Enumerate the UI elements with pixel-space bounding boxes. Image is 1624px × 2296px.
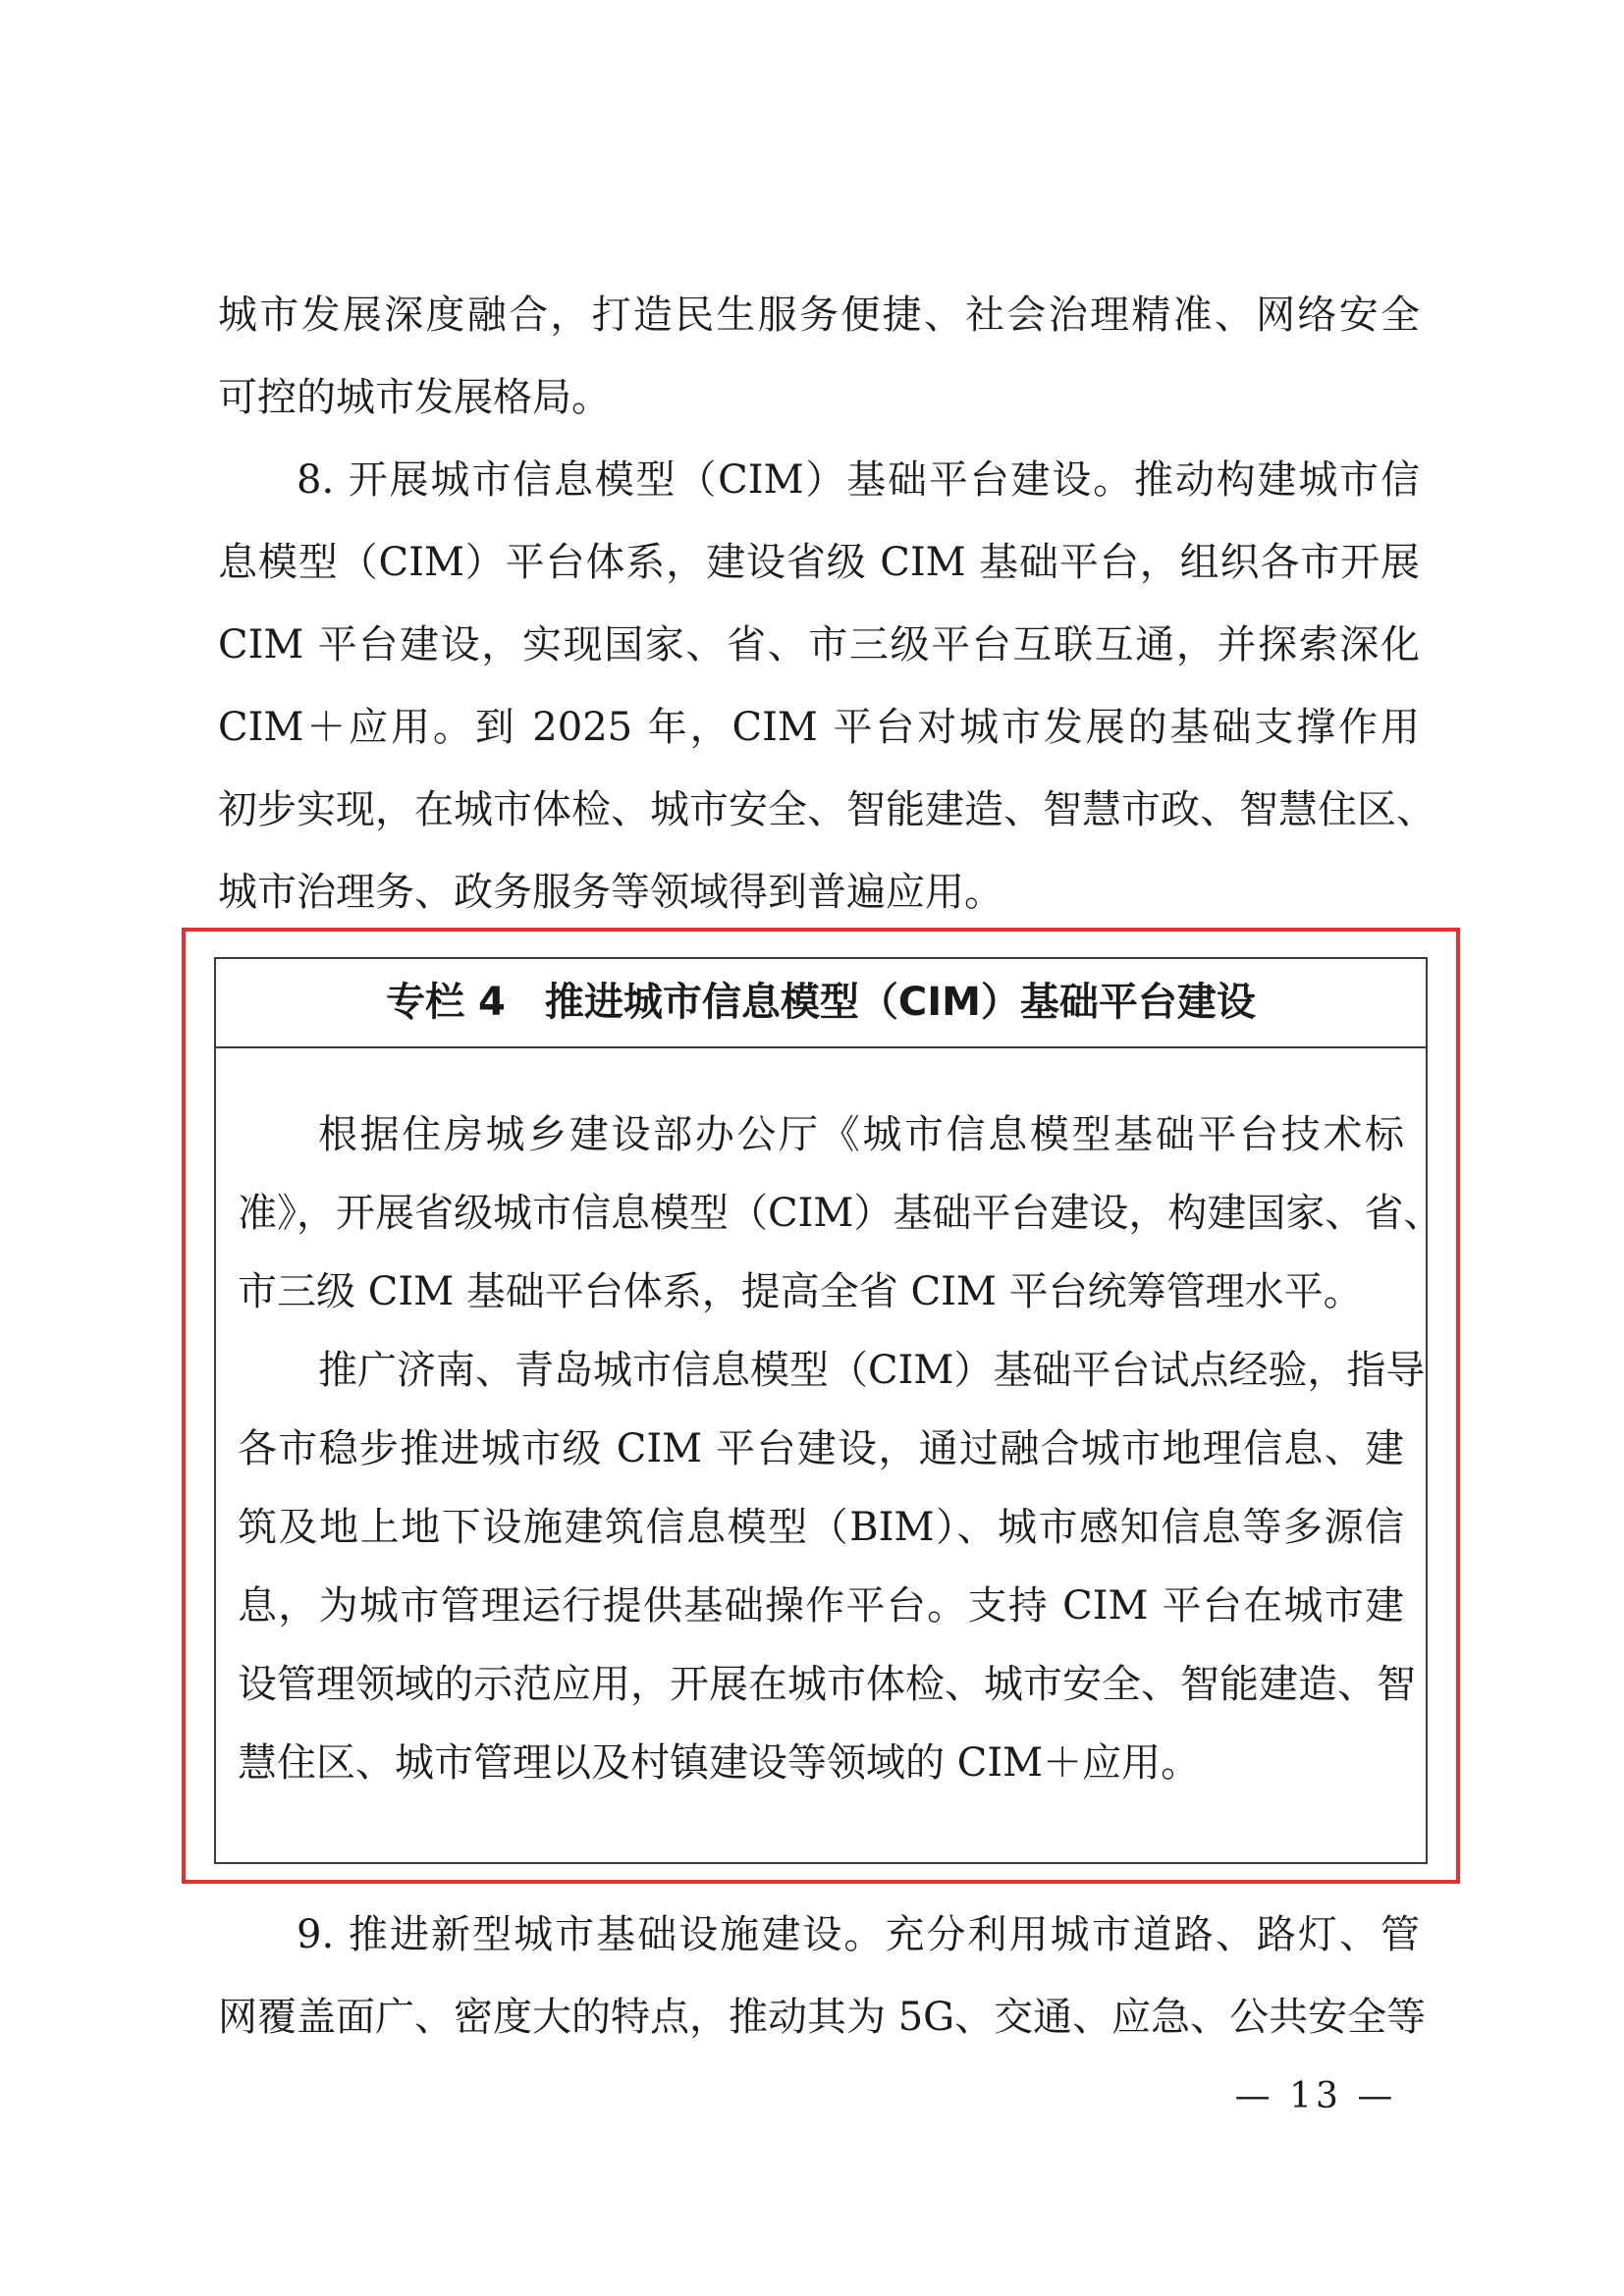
column-line: 市三级 CIM 基础平台体系，提高全省 CIM 平台统筹管理水平。 (238, 1269, 1363, 1314)
column-line: 准》，开展省级城市信息模型（CIM）基础平台建设，构建国家、省、 (238, 1191, 1443, 1236)
item8-line: 8. 开展城市信息模型（CIM）基础平台建设。推动构建城市信 (297, 457, 1420, 503)
item9-line: 网覆盖面广、密度大的特点，推动其为 5G、交通、应急、公共安全等 (218, 1995, 1427, 2040)
column-header (216, 959, 1426, 1048)
column-line: 各市稳步推进城市级 CIM 平台建设，通过融合城市地理信息、建 (238, 1426, 1404, 1471)
column-title: 推进城市信息模型（CIM）基础平台建设 (544, 980, 1256, 1025)
paragraph-line: 城市发展深度融合，打造民生服务便捷、社会治理精准、网络安全 (218, 293, 1420, 338)
item8-line: 息模型（CIM）平台体系，建设省级 CIM 基础平台，组织各市开展 (218, 540, 1420, 585)
column-box (214, 957, 1443, 1864)
column-line: 息，为城市管理运行提供基础操作平台。支持 CIM 平台在城市建 (238, 1583, 1404, 1629)
column-label: 专栏 4 (386, 980, 506, 1025)
column-line: 设管理领域的示范应用，开展在城市体检、城市安全、智能建造、智 (238, 1662, 1416, 1707)
item8-line: 城市治理务、政务服务等领域得到普遍应用。 (218, 870, 1003, 915)
paragraph-line: 可控的城市发展格局。 (218, 375, 611, 420)
page-number: — 13 — (1234, 2076, 1397, 2116)
column-line: 慧住区、城市管理以及村镇建设等领域的 CIM＋应用。 (238, 1740, 1201, 1786)
item8-line: 初步实现，在城市体检、城市安全、智能建造、智慧市政、智慧住区、 (218, 787, 1435, 832)
column-line: 推广济南、青岛城市信息模型（CIM）基础平台试点经验，指导 (318, 1348, 1426, 1393)
column-line: 根据住房城乡建设部办公厅《城市信息模型基础平台技术标 (318, 1112, 1404, 1157)
item8-line: CIM＋应用。到 2025 年，CIM 平台对城市发展的基础支撑作用 (218, 705, 1420, 750)
column-line: 筑及地上地下设施建筑信息模型（BIM）、城市感知信息等多源信 (238, 1505, 1404, 1550)
item8-line: CIM 平台建设，实现国家、省、市三级平台互联互通，并探索深化 (218, 622, 1420, 667)
item9-line: 9. 推进新型城市基础设施建设。充分利用城市道路、路灯、管 (297, 1912, 1420, 1957)
